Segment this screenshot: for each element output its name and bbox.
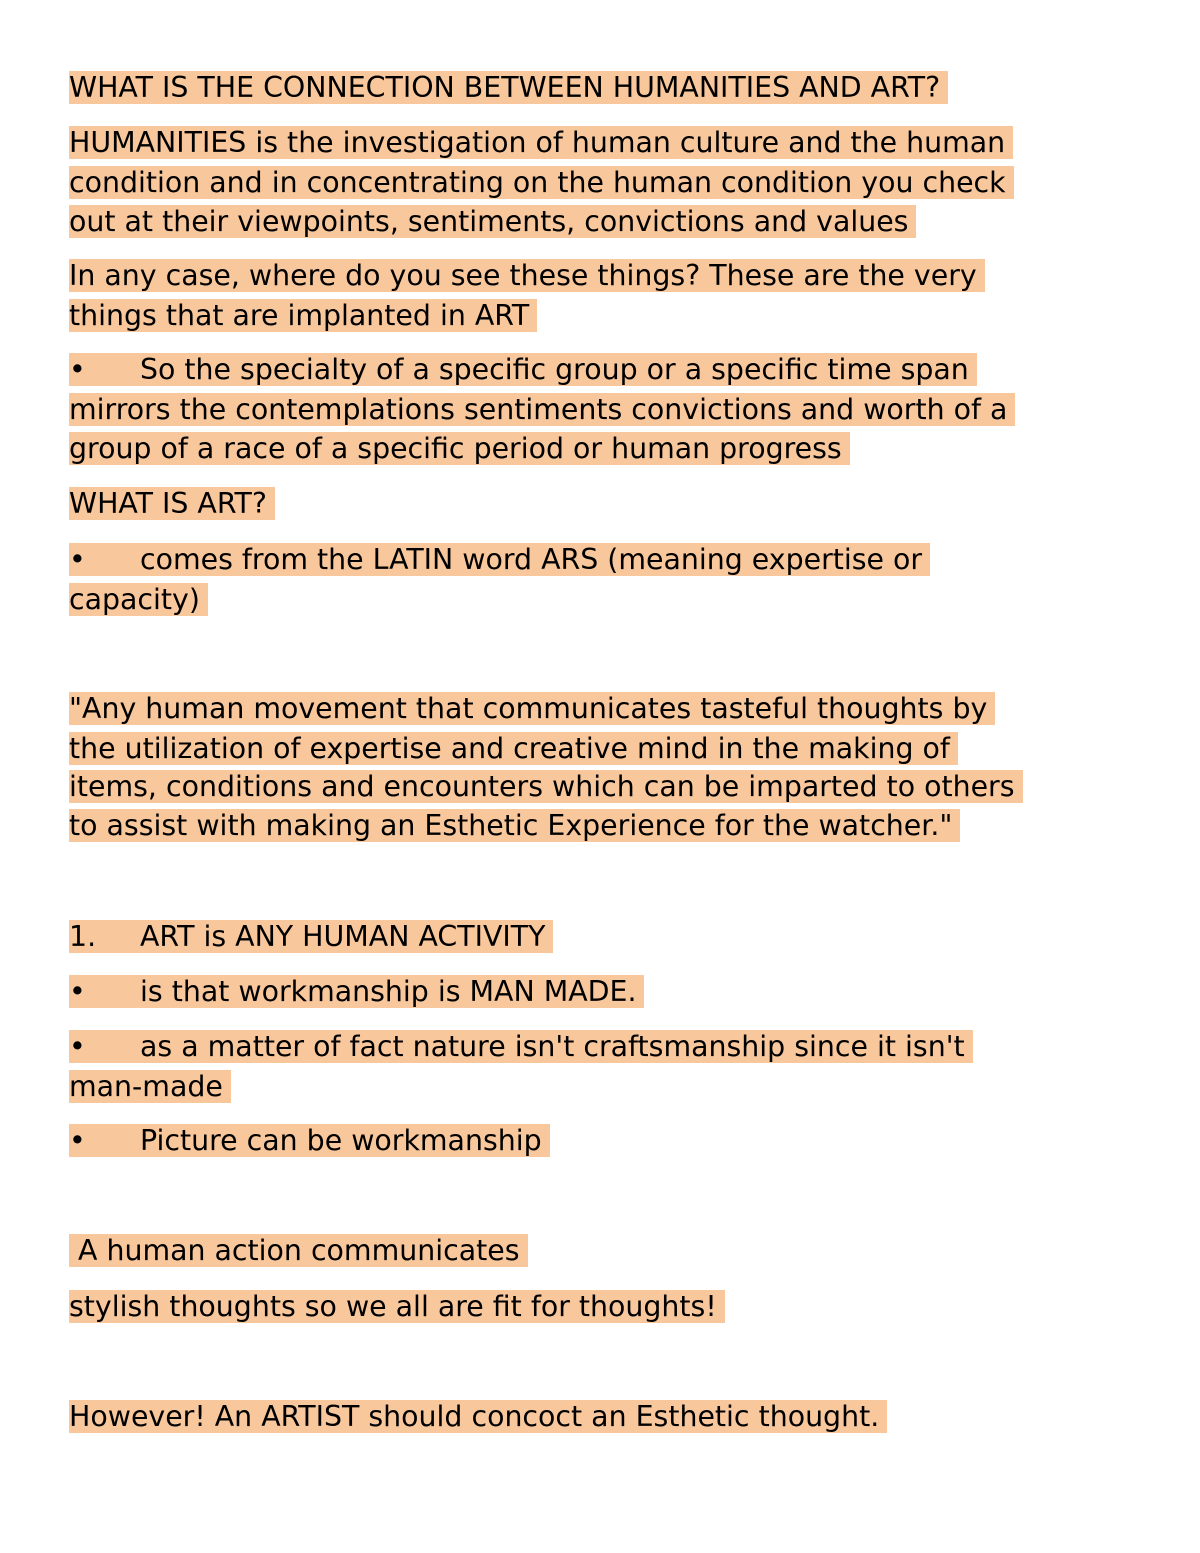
picture-text: Picture can be workmanship bbox=[140, 1124, 542, 1157]
humanities-line-1: HUMANITIES is the investigation of human culture and the human bbox=[69, 126, 1013, 159]
specialty-line-3: group of a race of a specific period or human progress bbox=[69, 432, 850, 465]
nature-line-2: man-made bbox=[69, 1070, 231, 1103]
quote-line-1: "Any human movement that communicates tasteful thoughts by bbox=[69, 692, 995, 725]
bullet-marker: • bbox=[69, 975, 86, 1008]
paragraph-humanities bbox=[69, 123, 1139, 242]
bullet-nature bbox=[69, 1027, 1139, 1106]
heading-connection-text: WHAT IS THE CONNECTION BETWEEN HUMANITIES AND ART? bbox=[69, 71, 948, 104]
bullet-marker: • bbox=[69, 353, 86, 386]
latin-line-2: capacity) bbox=[69, 583, 208, 616]
heading-what-is-art bbox=[69, 484, 1139, 524]
latin-line-1: comes from the LATIN word ARS (meaning expertise or bbox=[140, 543, 923, 576]
bullet-specialty bbox=[69, 350, 1139, 469]
nature-line-1: as a matter of fact nature isn't craftsmanship since it isn't bbox=[140, 1030, 965, 1063]
quote-line-2: the utilization of expertise and creative mind in the making of bbox=[69, 732, 958, 765]
specialty-line-2: mirrors the contemplations sentiments convictions and worth of a bbox=[69, 393, 1015, 426]
heading-connection bbox=[69, 68, 1139, 108]
numbered-item-text: ART is ANY HUMAN ACTIVITY bbox=[140, 920, 546, 953]
quote-line-4: to assist with making an Esthetic Experience for the watcher." bbox=[69, 809, 960, 842]
humanities-line-3: out at their viewpoints, sentiments, convictions and values bbox=[69, 205, 916, 238]
quote-definition bbox=[69, 689, 1139, 845]
humanities-line-2: condition and in concentrating on the human condition you check bbox=[69, 166, 1014, 199]
number-marker: 1. bbox=[69, 920, 97, 953]
heading-what-is-art-text: WHAT IS ART? bbox=[69, 487, 275, 520]
paragraph-human-action bbox=[69, 1231, 1139, 1271]
stylish-thoughts-text: stylish thoughts so we all are fit for thoughts! bbox=[69, 1290, 725, 1323]
bullet-man-made bbox=[69, 972, 1139, 1012]
any-case-line-1: In any case, where do you see these things? These are the very bbox=[69, 259, 985, 292]
specialty-line-1: So the specialty of a specific group or a specific time span bbox=[140, 353, 969, 386]
bullet-marker: • bbox=[69, 1124, 86, 1157]
however-text: However! An ARTIST should concoct an Esthetic thought. bbox=[69, 1400, 887, 1433]
numbered-item-1 bbox=[69, 917, 1139, 957]
bullet-marker: • bbox=[69, 543, 86, 576]
human-action-text: A human action communicates bbox=[69, 1234, 528, 1267]
bullet-picture bbox=[69, 1121, 1139, 1161]
man-made-text: is that workmanship is MAN MADE. bbox=[140, 975, 637, 1008]
any-case-line-2: things that are implanted in ART bbox=[69, 299, 537, 332]
paragraph-any-case bbox=[69, 256, 1139, 335]
bullet-marker: • bbox=[69, 1030, 86, 1063]
paragraph-however bbox=[69, 1397, 1139, 1437]
bullet-latin bbox=[69, 540, 1139, 619]
quote-line-3: items, conditions and encounters which can be imparted to others bbox=[69, 770, 1023, 803]
paragraph-stylish-thoughts bbox=[69, 1287, 1139, 1327]
